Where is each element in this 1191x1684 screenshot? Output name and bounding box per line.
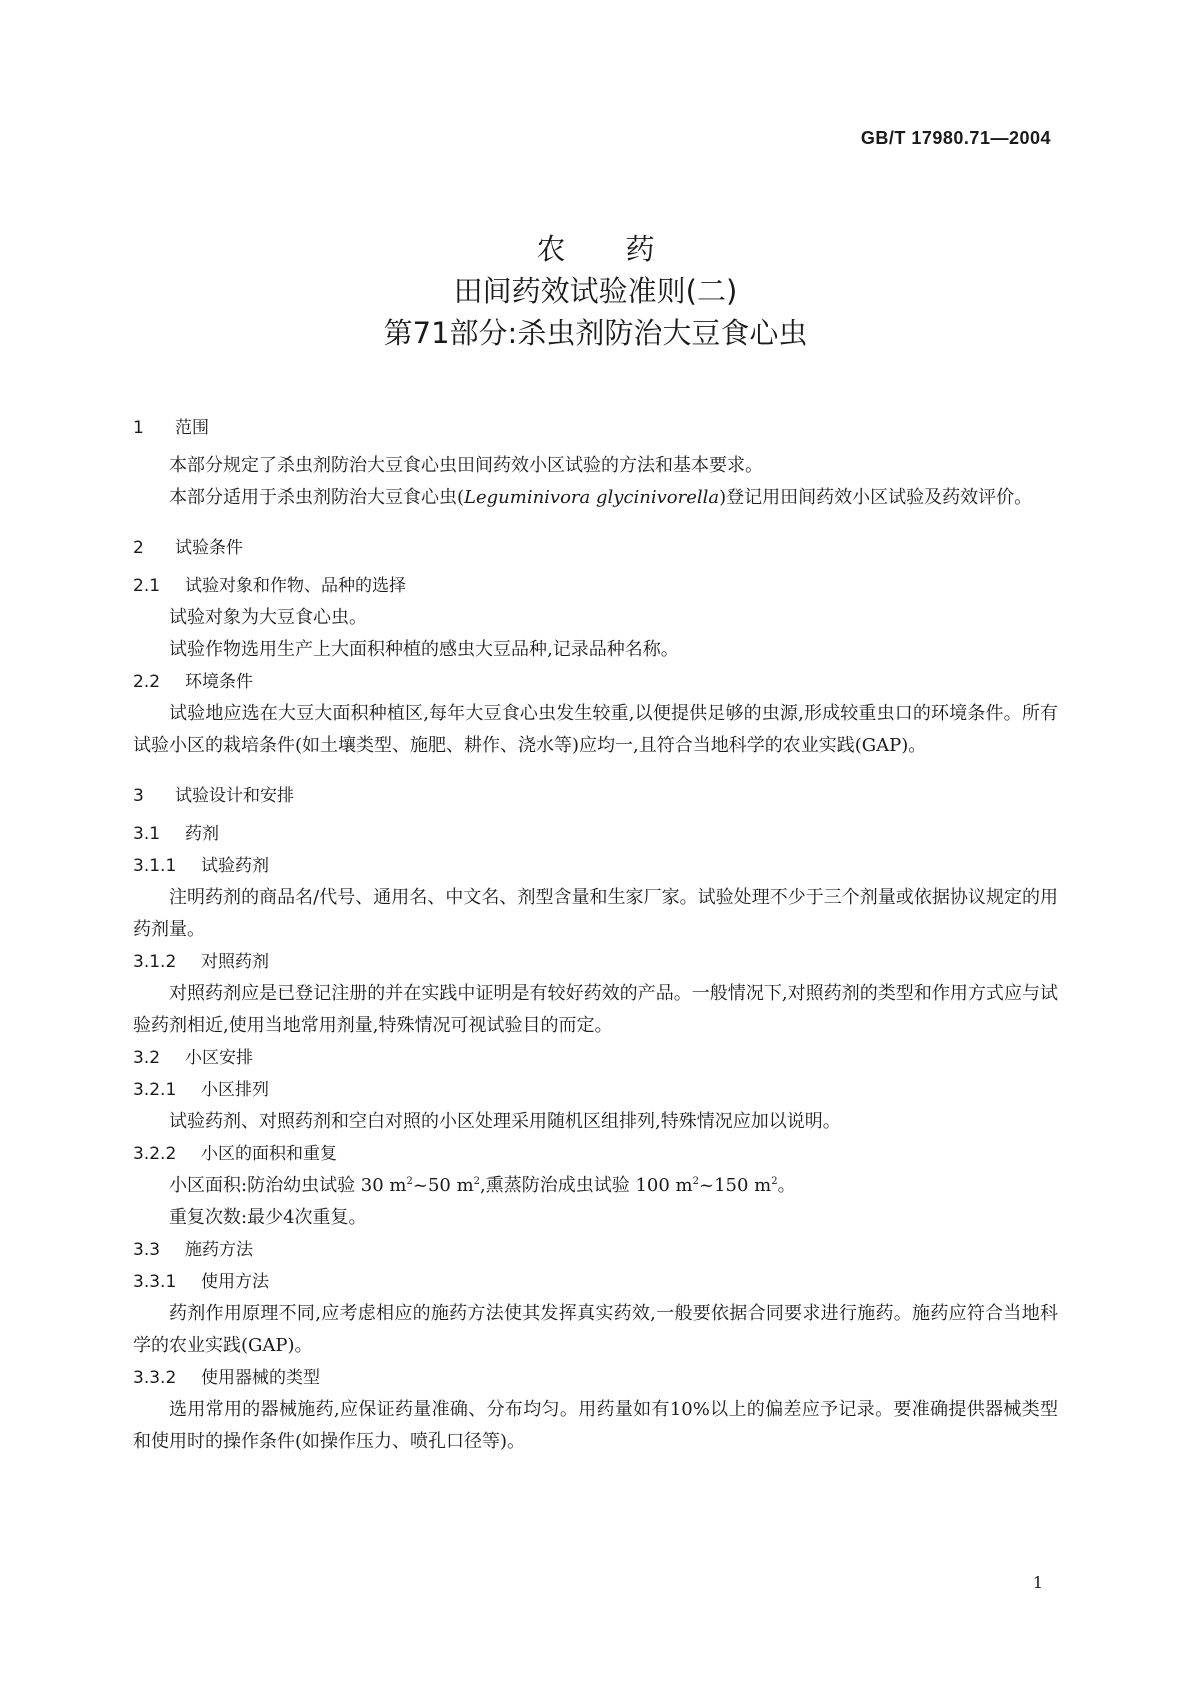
title-line-2: 田间药效试验准则(二) — [453, 274, 738, 308]
paragraph: 注明药剂的商品名/代号、通用名、中文名、剂型含量和生家厂家。试验处理不少于三个剂量或依据协议规定的用药剂量。 — [133, 887, 1058, 940]
section-number: 3.3 — [133, 1240, 161, 1260]
document-body — [133, 412, 1058, 1458]
section-title: 药剂 — [185, 824, 219, 844]
section-number: 3.3.1 — [133, 1272, 177, 1292]
paragraph — [133, 482, 1058, 514]
section-title: 小区安排 — [185, 1048, 253, 1068]
section-2-1-heading — [133, 570, 1058, 602]
section-number: 3.1 — [133, 824, 161, 844]
standard-code: GB/T 17980.71—2004 — [860, 128, 1051, 148]
text-run: ~50 m — [412, 1175, 474, 1196]
section-3-3-2-heading — [133, 1362, 1058, 1394]
text-run: 小区面积:防治幼虫试验 30 m — [169, 1175, 407, 1196]
text-run: )登记用田间药效小区试验及药效评价。 — [719, 487, 1033, 508]
section-title: 施药方法 — [185, 1240, 253, 1260]
section-title: 对照药剂 — [201, 952, 269, 972]
paragraph-area — [133, 1170, 1058, 1202]
latin-name: Leguminivora glycinivorella — [464, 487, 720, 508]
section-1-heading — [133, 412, 1058, 444]
section-title: 使用器械的类型 — [201, 1368, 320, 1388]
paragraph: 试验对象为大豆食心虫。 — [169, 607, 367, 628]
section-3-1-heading — [133, 818, 1058, 850]
document-title — [0, 228, 1191, 354]
section-3-heading — [133, 780, 1058, 812]
section-number: 3 — [133, 786, 144, 806]
text-run: ,熏蒸防治成虫试验 100 m — [480, 1175, 693, 1196]
page-number: 1 — [1032, 1573, 1043, 1592]
paragraph: 本部分规定了杀虫剂防治大豆食心虫田间药效小区试验的方法和基本要求。 — [169, 455, 763, 476]
section-number: 3.1.2 — [133, 952, 177, 972]
superscript: 2 — [473, 1176, 481, 1187]
section-title: 试验对象和作物、品种的选择 — [185, 576, 406, 596]
section-title: 小区的面积和重复 — [201, 1144, 337, 1164]
paragraph: 试验药剂、对照药剂和空白对照的小区处理采用随机区组排列,特殊情况应加以说明。 — [169, 1111, 841, 1132]
title-line-1: 农药 — [536, 232, 715, 266]
section-3-2-1-heading — [133, 1074, 1058, 1106]
superscript: 2 — [692, 1176, 699, 1187]
paragraph: 重复次数:最少4次重复。 — [169, 1207, 367, 1228]
section-number: 3.1.1 — [133, 856, 177, 876]
paragraph: 对照药剂应是已登记注册的并在实践中证明是有较好药效的产品。一般情况下,对照药剂的类型和作用方式应与试验药剂相近,使用当地常用剂量,特殊情况可视试验目的而定。 — [133, 983, 1058, 1036]
paragraph: 药剂作用原理不同,应考虑相应的施药方法使其发挥真实药效,一般要依据合同要求进行施药。施药应符合当地科学的农业实践(GAP)。 — [133, 1303, 1058, 1356]
superscript: 2 — [771, 1176, 778, 1187]
section-title: 试验条件 — [175, 538, 243, 558]
section-3-1-2-heading — [133, 946, 1058, 978]
section-3-2-heading — [133, 1042, 1058, 1074]
section-number: 3.2 — [133, 1048, 161, 1068]
section-title: 环境条件 — [185, 672, 253, 692]
section-3-3-heading — [133, 1234, 1058, 1266]
section-number: 3.2.1 — [133, 1080, 177, 1100]
section-number: 2 — [133, 538, 144, 558]
text-run: 本部分适用于杀虫剂防治大豆食心虫( — [169, 487, 465, 508]
section-title: 小区排列 — [201, 1080, 269, 1100]
text-run: ~150 m — [698, 1175, 772, 1196]
superscript: 2 — [406, 1176, 413, 1187]
section-title: 范围 — [175, 418, 209, 438]
section-number: 1 — [133, 418, 144, 438]
section-number: 3.3.2 — [133, 1368, 177, 1388]
section-3-3-1-heading — [133, 1266, 1058, 1298]
section-number: 2.1 — [133, 576, 161, 596]
section-number: 2.2 — [133, 672, 161, 692]
section-2-heading — [133, 532, 1058, 564]
paragraph: 试验地应选在大豆大面积种植区,每年大豆食心虫发生较重,以便提供足够的虫源,形成较重虫口的环境条件。所有试验小区的栽培条件(如土壤类型、施肥、耕作、浇水等)应均一,且符合当地科学的农业实践(GAP)。 — [133, 703, 1058, 756]
section-number: 3.2.2 — [133, 1144, 177, 1164]
paragraph: 选用常用的器械施药,应保证药量准确、分布均匀。用药量如有10%以上的偏差应予记录。要准确提供器械类型和使用时的操作条件(如操作压力、喷孔口径等)。 — [133, 1399, 1058, 1452]
section-title: 使用方法 — [201, 1272, 269, 1292]
section-3-1-1-heading — [133, 850, 1058, 882]
text-run: 。 — [777, 1175, 796, 1196]
paragraph: 试验作物选用生产上大面积种植的感虫大豆品种,记录品种名称。 — [169, 639, 679, 660]
section-3-2-2-heading — [133, 1138, 1058, 1170]
section-2-2-heading — [133, 666, 1058, 698]
section-title: 试验药剂 — [201, 856, 269, 876]
section-title: 试验设计和安排 — [175, 786, 294, 806]
title-line-3: 第71部分:杀虫剂防治大豆食心虫 — [383, 316, 808, 350]
